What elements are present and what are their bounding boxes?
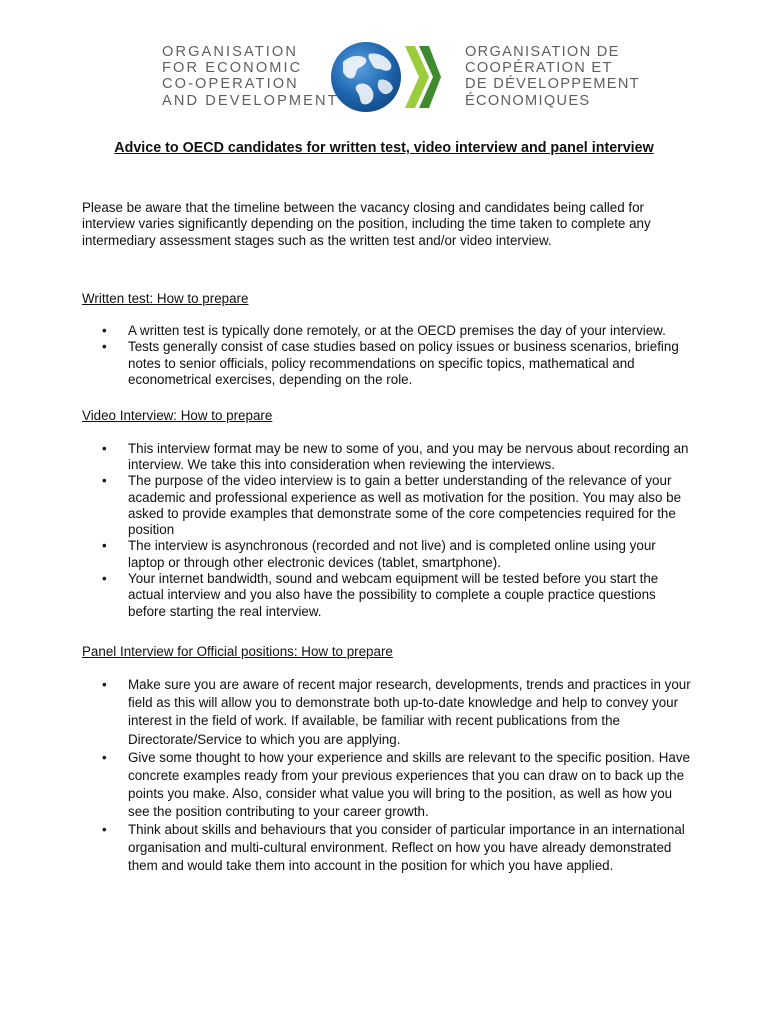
list-item: • Your internet bandwidth, sound and webcam equipment will be tested before you start the actual interview and you also have the possibility to complete a couple practice questions before starting the real interview.	[82, 571, 692, 620]
org-en-line: CO-OPERATION	[162, 76, 299, 93]
org-fr-line: COOPÉRATION ET	[465, 60, 613, 77]
list-item: • Tests generally consist of case studies based on policy issues or business scenarios, briefing notes to senior officials, policy recommendations on specific topics, mathematical and econometrical exercises, depending on the role.	[82, 339, 692, 388]
written-test-list	[82, 323, 692, 388]
document-body	[82, 200, 692, 875]
intro-paragraph: Please be aware that the timeline between the vacancy closing and candidates being called for interview varies significantly depending on the position, including the time taken to complete any intermediary assessment stages such as the written test and/or video interview.	[82, 200, 651, 248]
list-item: • The interview is asynchronous (recorded and not live) and is completed online using your laptop or through other electronic devices (tablet, smartphone).	[82, 538, 692, 571]
org-name-english	[162, 44, 339, 109]
section-heading-video-interview: Video Interview: How to prepare	[82, 408, 273, 424]
list-item: • This interview format may be new to some of you, and you may be nervous about recording an interview. We take this into consideration when reviewing the interviews.	[82, 441, 692, 474]
org-fr-line: DE DÉVELOPPEMENT	[465, 76, 640, 93]
list-item: • A written test is typically done remotely, or at the OECD premises the day of your interview.	[82, 323, 692, 339]
list-item: • Make sure you are aware of recent major research, developments, trends and practices in your field as this will allow you to demonstrate both up-to-date knowledge and help to convey your interest in the field of work. If available, be familiar with recent publications from the Directorate/Service to which you are applying.	[82, 676, 692, 748]
list-item: • Think about skills and behaviours that you consider of particular importance in an international organisation and multi-cultural environment. Reflect on how you have already demonstrated them and would take them into account in the position for which you have applied.	[82, 821, 692, 875]
org-en-line: AND DEVELOPMENT	[162, 92, 339, 109]
org-en-line: FOR ECONOMIC	[162, 60, 303, 77]
org-fr-line: ORGANISATION DE	[465, 44, 620, 60]
panel-interview-list	[82, 676, 692, 875]
document-title: Advice to OECD candidates for written test, video interview and panel interview	[114, 140, 654, 156]
list-item: • Give some thought to how your experience and skills are relevant to the specific position. Have concrete examples ready from your previous experiences that you can draw on to back up the points you make. Also, consider what value you will bring to the position, as well as how you see the position contributing to your career growth.	[82, 749, 692, 821]
org-en-line: ORGANISATION	[162, 44, 299, 60]
org-name-french	[465, 44, 640, 109]
list-item: • The purpose of the video interview is to gain a better understanding of the relevance of your academic and professional experience as well as motivation for the position. You may also be asked to provide examples that demonstrate some of the core competencies required for the position	[82, 473, 692, 538]
oecd-logo-icon	[329, 40, 441, 114]
video-interview-list	[82, 441, 692, 620]
section-heading-panel-interview: Panel Interview for Official positions: How to prepare	[82, 643, 393, 659]
section-heading-written-test: Written test: How to prepare	[82, 290, 249, 306]
org-fr-line: ÉCONOMIQUES	[465, 92, 591, 109]
